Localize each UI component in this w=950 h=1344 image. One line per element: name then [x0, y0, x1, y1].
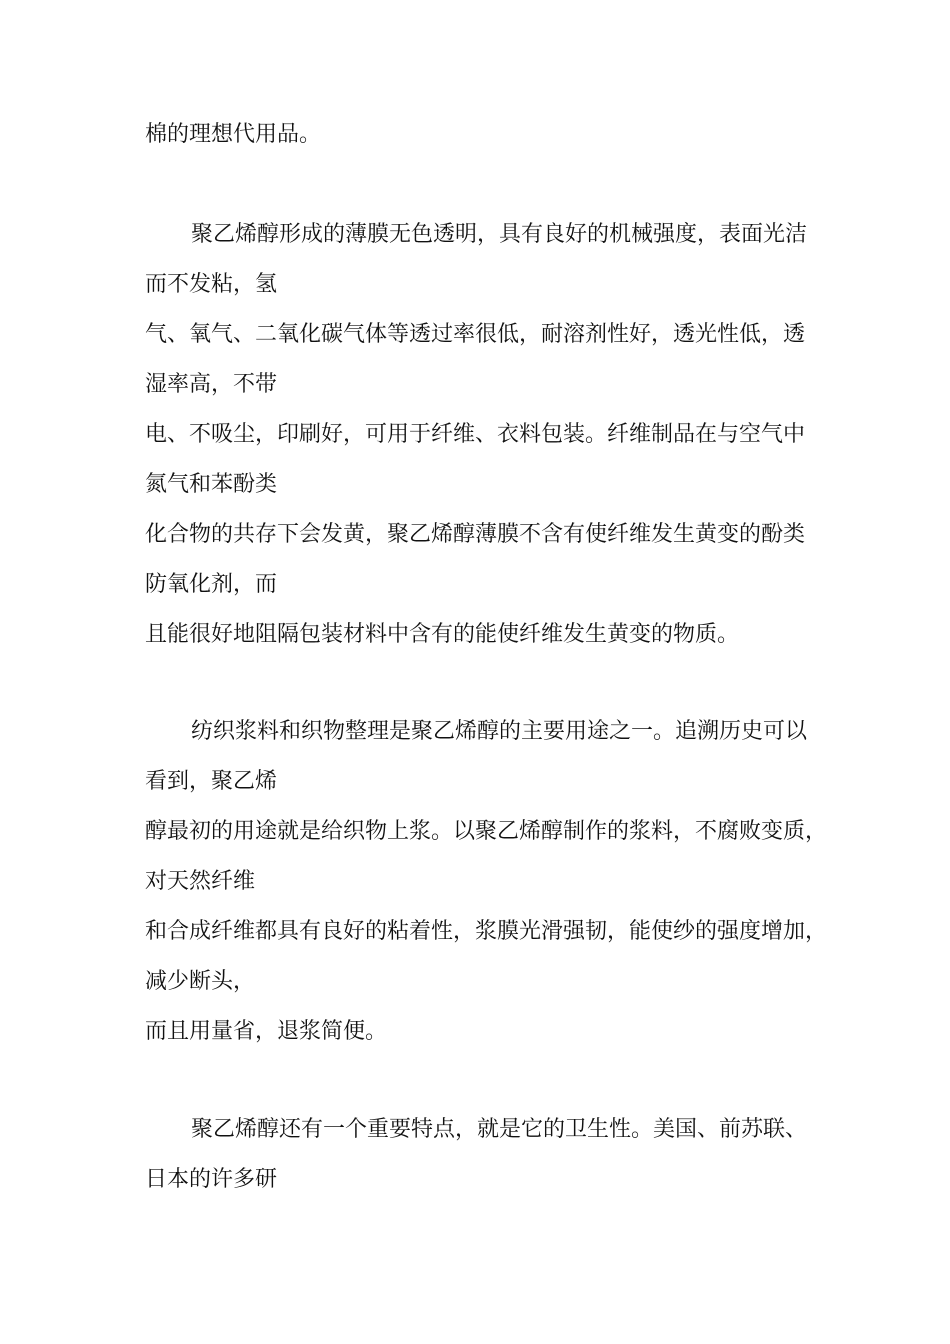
paragraph-4-line-1: 聚乙烯醇还有一个重要特点，就是它的卫生性。美国、前苏联、 [191, 1117, 808, 1142]
paragraph-2-line-3: 气、氧气、二氧化碳气体等透过率很低，耐溶剂性好，透光性低，透 [145, 322, 806, 347]
paragraph-2-line-4: 湿率高，不带 [145, 372, 278, 397]
paragraph-2-line-6: 氮气和苯酚类 [145, 472, 278, 497]
paragraph-4-line-2: 日本的许多研 [145, 1167, 278, 1192]
paragraph-1-line-1: 棉的理想代用品。 [145, 122, 322, 147]
paragraph-3-line-6: 减少断头， [145, 969, 256, 994]
paragraph-3-line-4: 对天然纤维 [145, 869, 256, 894]
paragraph-2-line-5: 电、不吸尘，印刷好，可用于纤维、衣料包装。纤维制品在与空气中 [145, 422, 806, 447]
paragraph-3-line-3: 醇最初的用途就是给织物上浆。以聚乙烯醇制作的浆料，不腐败变质， [145, 819, 828, 844]
paragraph-3-line-7: 而且用量省，退浆简便。 [145, 1019, 388, 1044]
paragraph-2-line-2: 而不发粘，氢 [145, 272, 278, 297]
paragraph-2-line-1: 聚乙烯醇形成的薄膜无色透明，具有良好的机械强度，表面光洁 [191, 222, 808, 247]
paragraph-3-line-1: 纺织浆料和织物整理是聚乙烯醇的主要用途之一。追溯历史可以 [191, 719, 808, 744]
paragraph-2-line-8: 防氧化剂，而 [145, 572, 278, 597]
paragraph-2-line-7: 化合物的共存下会发黄，聚乙烯醇薄膜不含有使纤维发生黄变的酚类 [145, 522, 806, 547]
paragraph-3-line-5: 和合成纤维都具有良好的粘着性，浆膜光滑强韧，能使纱的强度增加， [145, 919, 828, 944]
paragraph-3-line-2: 看到，聚乙烯 [145, 769, 278, 794]
paragraph-2-line-9: 且能很好地阻隔包装材料中含有的能使纤维发生黄变的物质。 [145, 622, 740, 647]
